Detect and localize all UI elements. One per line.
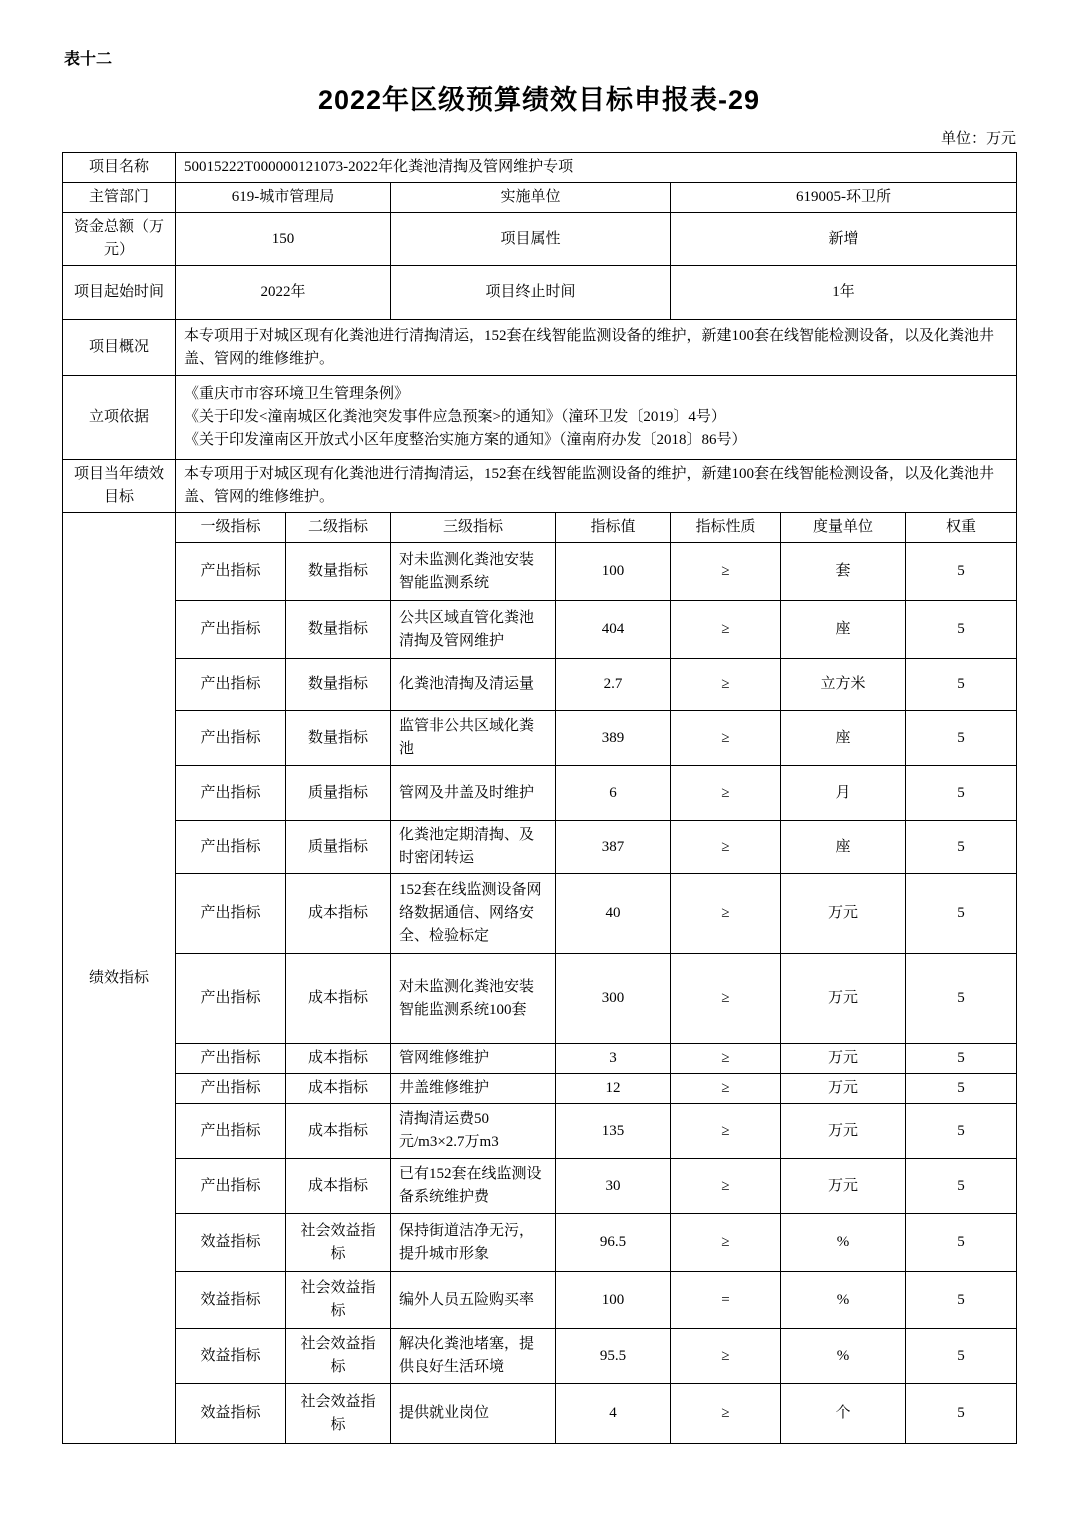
cell-level1: 产出指标 <box>176 821 286 874</box>
cell-level1: 效益指标 <box>176 1384 286 1444</box>
cell-level2: 质量指标 <box>286 821 391 874</box>
cell-level1: 产出指标 <box>176 1159 286 1214</box>
cell-value: 100 <box>556 1272 671 1329</box>
cell-level1: 产出指标 <box>176 766 286 821</box>
cell-level3: 编外人员五险购买率 <box>391 1272 556 1329</box>
cell-value: 135 <box>556 1104 671 1159</box>
cell-unit: 万元 <box>781 954 906 1044</box>
cell-nature: ≥ <box>671 954 781 1044</box>
cell-nature: ≥ <box>671 1159 781 1214</box>
table-row <box>63 213 1017 266</box>
header-level1: 一级指标 <box>176 513 286 543</box>
cell-level2: 数量指标 <box>286 543 391 601</box>
cell-weight: 5 <box>906 766 1017 821</box>
cell-level3: 保持街道洁净无污，提升城市形象 <box>391 1214 556 1272</box>
cell-level3: 对未监测化粪池安装智能监测系统100套 <box>391 954 556 1044</box>
cell-weight: 5 <box>906 954 1017 1044</box>
cell-value: 389 <box>556 711 671 766</box>
cell-level3: 管网及井盖及时维护 <box>391 766 556 821</box>
cell-nature: ≥ <box>671 601 781 659</box>
cell-level3: 对未监测化粪池安装智能监测系统 <box>391 543 556 601</box>
cell-nature: ≥ <box>671 659 781 711</box>
cell-weight: 5 <box>906 874 1017 954</box>
cell-level1: 产出指标 <box>176 1074 286 1104</box>
basis-line-1: 《重庆市市容环境卫生管理条例》 <box>184 386 410 402</box>
cell-value: 100 <box>556 543 671 601</box>
unit-note: 单位：万元 <box>940 131 1016 147</box>
table-row <box>63 153 1017 183</box>
indicator-row <box>63 874 1017 954</box>
cell-weight: 5 <box>906 711 1017 766</box>
cell-weight: 5 <box>906 821 1017 874</box>
cell-value: 6 <box>556 766 671 821</box>
basis-line-3: 《关于印发潼南区开放式小区年度整治实施方案的通知》（潼南府办发〔2018〕86号） <box>184 432 747 448</box>
cell-level2: 社会效益指标 <box>286 1384 391 1444</box>
cell-unit: 座 <box>781 711 906 766</box>
cell-value: 4 <box>556 1384 671 1444</box>
indicators-section-label: 绩效指标 <box>63 513 176 1444</box>
cell-weight: 5 <box>906 601 1017 659</box>
impl-unit-value: 619005-环卫所 <box>671 183 1017 213</box>
header-level2: 二级指标 <box>286 513 391 543</box>
cell-level2: 成本指标 <box>286 1044 391 1074</box>
cell-level3: 152套在线监测设备网络数据通信、网络安全、检验标定 <box>391 874 556 954</box>
indicator-row <box>63 821 1017 874</box>
cell-unit: 座 <box>781 601 906 659</box>
cell-weight: 5 <box>906 1329 1017 1384</box>
cell-level1: 效益指标 <box>176 1272 286 1329</box>
cell-level2: 成本指标 <box>286 874 391 954</box>
cell-level3: 井盖维修维护 <box>391 1074 556 1104</box>
indicator-header-row <box>63 513 1017 543</box>
header-nature: 指标性质 <box>671 513 781 543</box>
cell-level1: 产出指标 <box>176 543 286 601</box>
cell-unit: 万元 <box>781 1104 906 1159</box>
indicator-row <box>63 1384 1017 1444</box>
indicator-row <box>63 1104 1017 1159</box>
cell-nature: ≥ <box>671 1074 781 1104</box>
cell-weight: 5 <box>906 1159 1017 1214</box>
indicator-row <box>63 1329 1017 1384</box>
cell-unit: 个 <box>781 1384 906 1444</box>
cell-nature: ≥ <box>671 711 781 766</box>
cell-level2: 成本指标 <box>286 954 391 1044</box>
cell-weight: 5 <box>906 1384 1017 1444</box>
cell-nature: ≥ <box>671 821 781 874</box>
budget-performance-table <box>62 152 1017 1444</box>
basis-line-2: 《关于印发<潼南城区化粪池突发事件应急预案>的通知》（潼环卫发〔2019〕4号） <box>184 409 726 425</box>
basis-label: 立项依据 <box>63 376 176 460</box>
cell-level1: 产出指标 <box>176 1044 286 1074</box>
cell-value: 30 <box>556 1159 671 1214</box>
corner-label: 表十二 <box>64 51 113 68</box>
indicator-row <box>63 659 1017 711</box>
cell-level2: 社会效益指标 <box>286 1214 391 1272</box>
cell-value: 3 <box>556 1044 671 1074</box>
cell-unit: 万元 <box>781 1074 906 1104</box>
cell-level2: 社会效益指标 <box>286 1272 391 1329</box>
dept-label: 主管部门 <box>63 183 176 213</box>
cell-level3: 清掏清运费50元/m3×2.7万m3 <box>391 1104 556 1159</box>
cell-unit: 月 <box>781 766 906 821</box>
project-name-label: 项目名称 <box>63 153 176 183</box>
cell-level3: 管网维修维护 <box>391 1044 556 1074</box>
cell-nature: ≥ <box>671 1214 781 1272</box>
cell-level2: 数量指标 <box>286 711 391 766</box>
table-row <box>63 266 1017 320</box>
cell-value: 387 <box>556 821 671 874</box>
total-fund-value: 150 <box>176 213 391 266</box>
cell-level3: 化粪池定期清掏、及时密闭转运 <box>391 821 556 874</box>
cell-unit: % <box>781 1329 906 1384</box>
cell-nature: ≥ <box>671 543 781 601</box>
indicator-row <box>63 711 1017 766</box>
header-value: 指标值 <box>556 513 671 543</box>
indicator-row <box>63 543 1017 601</box>
project-attr-label: 项目属性 <box>391 213 671 266</box>
indicator-row <box>63 1272 1017 1329</box>
cell-value: 404 <box>556 601 671 659</box>
cell-level2: 数量指标 <box>286 659 391 711</box>
cell-value: 40 <box>556 874 671 954</box>
cell-level1: 产出指标 <box>176 954 286 1044</box>
dept-value: 619-城市管理局 <box>176 183 391 213</box>
cell-unit: 万元 <box>781 1159 906 1214</box>
cell-level2: 成本指标 <box>286 1159 391 1214</box>
cell-level1: 产出指标 <box>176 1104 286 1159</box>
total-fund-label: 资金总额（万元） <box>63 213 176 266</box>
indicator-row <box>63 1159 1017 1214</box>
cell-value: 300 <box>556 954 671 1044</box>
table-row <box>63 320 1017 376</box>
impl-unit-label: 实施单位 <box>391 183 671 213</box>
indicator-row <box>63 1214 1017 1272</box>
overview-label: 项目概况 <box>63 320 176 376</box>
cell-level1: 产出指标 <box>176 711 286 766</box>
cell-level3: 公共区域直管化粪池清掏及管网维护 <box>391 601 556 659</box>
cell-nature: ≥ <box>671 1329 781 1384</box>
cell-level2: 数量指标 <box>286 601 391 659</box>
cell-level3: 已有152套在线监测设备系统维护费 <box>391 1159 556 1214</box>
table-row <box>63 183 1017 213</box>
cell-nature: ≥ <box>671 1104 781 1159</box>
cell-level2: 成本指标 <box>286 1104 391 1159</box>
start-time-label: 项目起始时间 <box>63 266 176 320</box>
cell-nature: ≥ <box>671 874 781 954</box>
project-attr-value: 新增 <box>671 213 1017 266</box>
cell-value: 2.7 <box>556 659 671 711</box>
cell-level2: 成本指标 <box>286 1074 391 1104</box>
cell-nature: ≥ <box>671 1384 781 1444</box>
start-time-value: 2022年 <box>176 266 391 320</box>
indicator-row <box>63 1044 1017 1074</box>
cell-level2: 质量指标 <box>286 766 391 821</box>
cell-unit: 万元 <box>781 874 906 954</box>
cell-level1: 效益指标 <box>176 1329 286 1384</box>
annual-goal-label: 项目当年绩效目标 <box>63 460 176 513</box>
cell-weight: 5 <box>906 543 1017 601</box>
cell-value: 12 <box>556 1074 671 1104</box>
indicator-row <box>63 1074 1017 1104</box>
cell-level1: 产出指标 <box>176 601 286 659</box>
cell-unit: % <box>781 1272 906 1329</box>
annual-goal-value: 本专项用于对城区现有化粪池进行清掏清运，152套在线智能监测设备的维护，新建100套在线智能检测设备，以及化粪池井盖、管网的维修维护。 <box>176 460 1017 513</box>
cell-weight: 5 <box>906 1272 1017 1329</box>
cell-level3: 解决化粪池堵塞，提供良好生活环境 <box>391 1329 556 1384</box>
end-time-value: 1年 <box>671 266 1017 320</box>
indicator-row <box>63 601 1017 659</box>
cell-level3: 监管非公共区域化粪池 <box>391 711 556 766</box>
indicator-row <box>63 766 1017 821</box>
cell-weight: 5 <box>906 1044 1017 1074</box>
cell-weight: 5 <box>906 1214 1017 1272</box>
project-name-value: 50015222T000000121073-2022年化粪池清掏及管网维护专项 <box>176 153 1017 183</box>
header-unit: 度量单位 <box>781 513 906 543</box>
cell-value: 95.5 <box>556 1329 671 1384</box>
cell-unit: 立方米 <box>781 659 906 711</box>
table-row <box>63 376 1017 460</box>
header-weight: 权重 <box>906 513 1017 543</box>
cell-level1: 产出指标 <box>176 874 286 954</box>
cell-nature: = <box>671 1272 781 1329</box>
cell-level3: 化粪池清掏及清运量 <box>391 659 556 711</box>
end-time-label: 项目终止时间 <box>391 266 671 320</box>
indicator-row <box>63 954 1017 1044</box>
page-title: 2022年区级预算绩效目标申报表-29 <box>317 85 761 115</box>
basis-value <box>176 376 1017 460</box>
cell-unit: 套 <box>781 543 906 601</box>
cell-level1: 效益指标 <box>176 1214 286 1272</box>
table-row <box>63 460 1017 513</box>
cell-value: 96.5 <box>556 1214 671 1272</box>
cell-weight: 5 <box>906 1104 1017 1159</box>
overview-value: 本专项用于对城区现有化粪池进行清掏清运，152套在线智能监测设备的维护，新建100套在线智能检测设备，以及化粪池井盖、管网的维修维护。 <box>176 320 1017 376</box>
cell-unit: 万元 <box>781 1044 906 1074</box>
cell-unit: 座 <box>781 821 906 874</box>
cell-nature: ≥ <box>671 1044 781 1074</box>
cell-level1: 产出指标 <box>176 659 286 711</box>
cell-unit: % <box>781 1214 906 1272</box>
header-level3: 三级指标 <box>391 513 556 543</box>
cell-level2: 社会效益指标 <box>286 1329 391 1384</box>
cell-weight: 5 <box>906 659 1017 711</box>
cell-nature: ≥ <box>671 766 781 821</box>
cell-level3: 提供就业岗位 <box>391 1384 556 1444</box>
cell-weight: 5 <box>906 1074 1017 1104</box>
